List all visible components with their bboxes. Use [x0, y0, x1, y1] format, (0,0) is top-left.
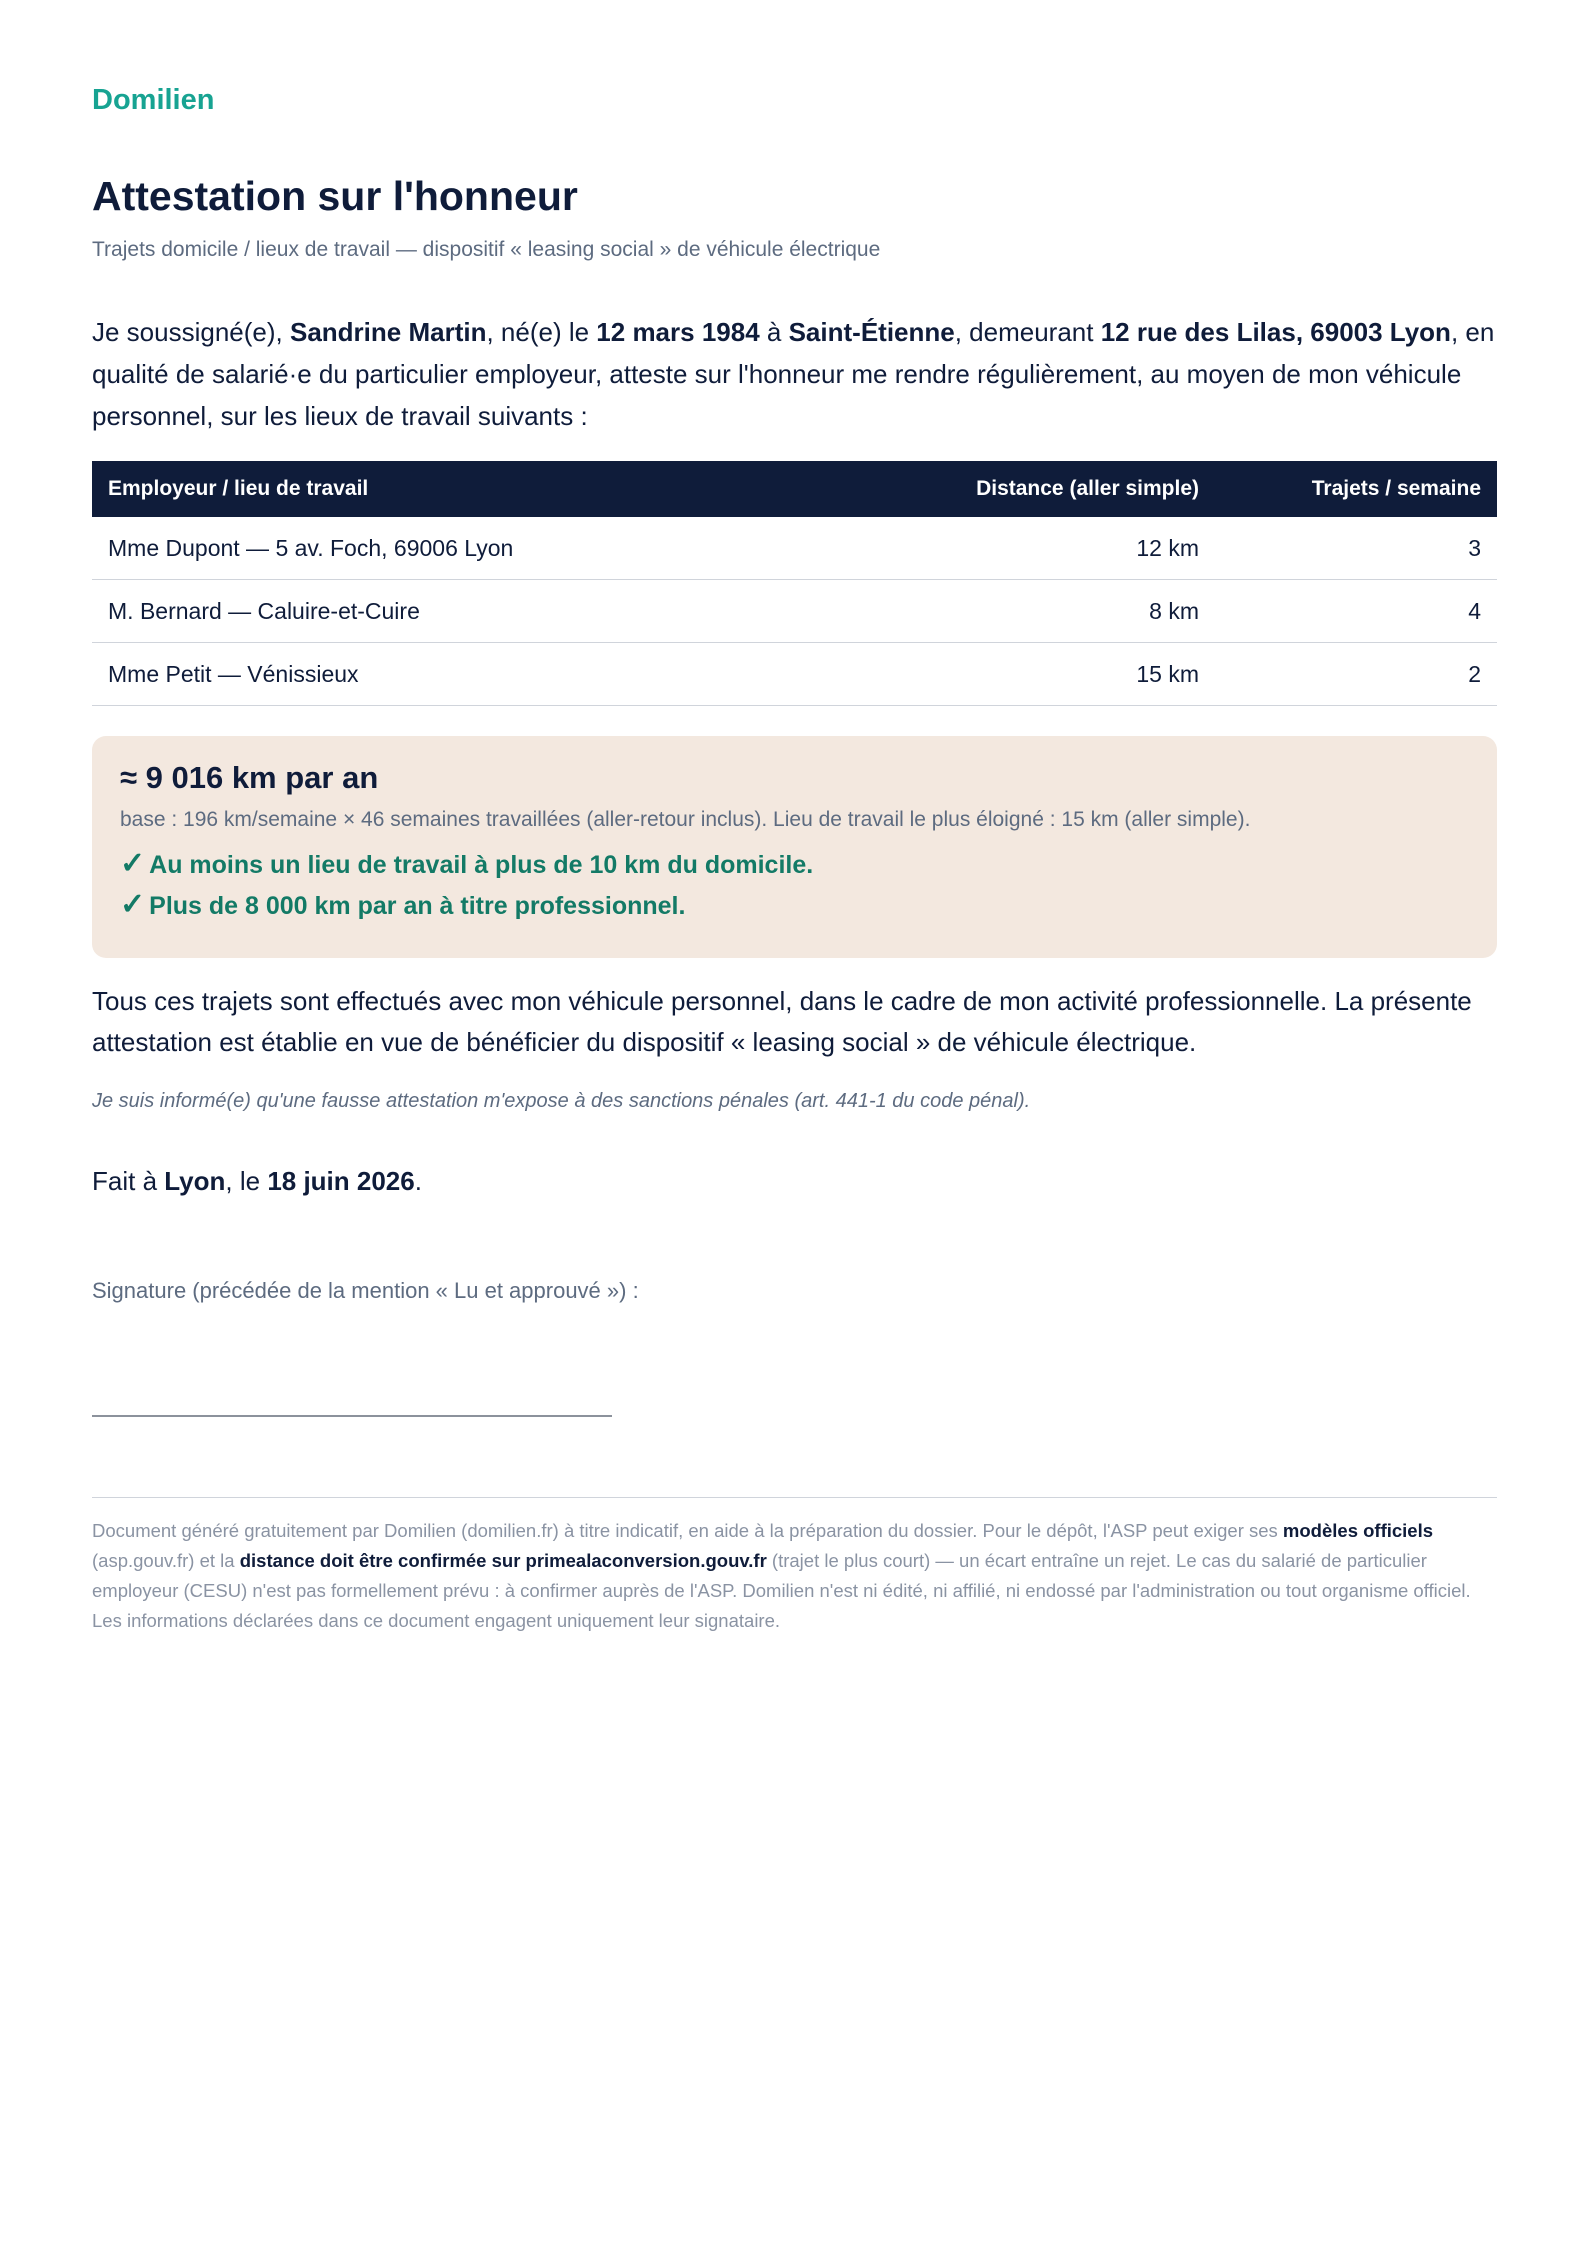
- brand-logo: Domilien: [92, 84, 215, 116]
- footer-text: Document généré gratuitement par Domilien (domilien.fr) à titre indicatif, en aide à la préparation du dossier. Pour le dépôt, l'ASP peut exiger ses: [92, 1520, 1283, 1541]
- trips-cell: 3: [1215, 517, 1497, 580]
- home-address: 12 rue des Lilas, 69003 Lyon: [1100, 317, 1451, 347]
- table-row: [92, 580, 1497, 643]
- place-text: , le: [225, 1166, 268, 1196]
- declarant-name: Sandrine Martin: [289, 317, 487, 347]
- column-header-distance: Distance (aller simple): [904, 461, 1215, 517]
- intro-text: , demeurant: [954, 317, 1101, 347]
- page-subtitle: Trajets domicile / lieux de travail — dispositif « leasing social » de véhicule électrique: [92, 238, 881, 261]
- place-and-date: [92, 1166, 422, 1197]
- declaration-statement: Tous ces trajets sont effectués avec mon véhicule personnel, dans le cadre de mon activité professionnelle. La présente attestation est établie en vue de bénéficier du dispositif « leasing social » de véhicule électrique.: [92, 986, 1472, 1057]
- checkmark-icon: ✓: [120, 847, 146, 880]
- trips-cell: 2: [1215, 643, 1497, 706]
- signature-label: Signature (précédée de la mention « Lu et approuvé ») :: [92, 1278, 639, 1303]
- distance-cell: 15 km: [904, 643, 1215, 706]
- annual-total: ≈ 9 016 km par an: [120, 760, 379, 795]
- table-header-row: [92, 461, 1497, 517]
- footer-disclaimer: [92, 1516, 1497, 1636]
- page-title: Attestation sur l'honneur: [92, 173, 578, 219]
- table-row: [92, 643, 1497, 706]
- birth-date: 12 mars 1984: [596, 317, 760, 347]
- place-text: .: [414, 1166, 422, 1196]
- declaration-intro: [92, 311, 1497, 437]
- annual-distance-summary: [92, 736, 1497, 958]
- intro-text: , né(e) le: [486, 317, 597, 347]
- checkmark-icon: ✓: [120, 888, 146, 921]
- place-text: Fait à: [92, 1166, 165, 1196]
- check-text: Au moins un lieu de travail à plus de 10 km du domicile.: [149, 851, 814, 879]
- distance-cell: 12 km: [904, 517, 1215, 580]
- employer-cell: M. Bernard — Caluire-et-Cuire: [92, 580, 904, 643]
- footer-text: (asp.gouv.fr) et la: [92, 1550, 240, 1571]
- intro-text: Je soussigné(e),: [92, 317, 290, 347]
- column-header-trips: Trajets / semaine: [1215, 461, 1497, 517]
- workplaces-table: [92, 461, 1497, 706]
- signing-date: 18 juin 2026: [267, 1166, 415, 1196]
- column-header-employer: Employeur / lieu de travail: [92, 461, 904, 517]
- eligibility-check-item: [120, 885, 1469, 926]
- trips-cell: 4: [1215, 580, 1497, 643]
- birth-place: Saint-Étienne: [788, 317, 955, 347]
- footer-text: (trajet le plus court) — un écart entraîne un rejet. Le cas du salarié de particulier employeur (CESU) n'est pas formellement prévu : à confirmer auprès de l'ASP. Domilien n'est ni édité, ni affilié, ni endossé par l'administration ou tout organisme officiel. Les informations déclarées dans ce document engagent uniquement leur signataire.: [92, 1550, 1471, 1631]
- footer-divider: [92, 1497, 1497, 1498]
- intro-text: , en qualité de salarié·e du particulier employeur, atteste sur l'honneur me rendre régulièrement, au moyen de mon véhicule personnel, sur les lieux de travail suivants :: [92, 317, 1495, 431]
- signature-line: [92, 1415, 612, 1417]
- footer-emphasis: distance doit être confirmée sur primealaconversion.gouv.fr: [239, 1550, 767, 1571]
- employer-cell: Mme Petit — Vénissieux: [92, 643, 904, 706]
- footer-emphasis: modèles officiels: [1282, 1520, 1434, 1541]
- employer-cell: Mme Dupont — 5 av. Foch, 69006 Lyon: [92, 517, 904, 580]
- distance-cell: 8 km: [904, 580, 1215, 643]
- signing-city: Lyon: [164, 1166, 226, 1196]
- check-text: Plus de 8 000 km par an à titre professionnel.: [149, 892, 686, 920]
- table-row: [92, 517, 1497, 580]
- intro-text: à: [759, 317, 789, 347]
- calculation-basis: base : 196 km/semaine × 46 semaines travaillées (aller-retour inclus). Lieu de travail le plus éloigné : 15 km (aller simple).: [120, 808, 1251, 831]
- eligibility-checks: [120, 844, 1469, 926]
- legal-warning: Je suis informé(e) qu'une fausse attestation m'expose à des sanctions pénales (art. 441-1 du code pénal).: [92, 1090, 1031, 1112]
- eligibility-check-item: [120, 844, 1469, 885]
